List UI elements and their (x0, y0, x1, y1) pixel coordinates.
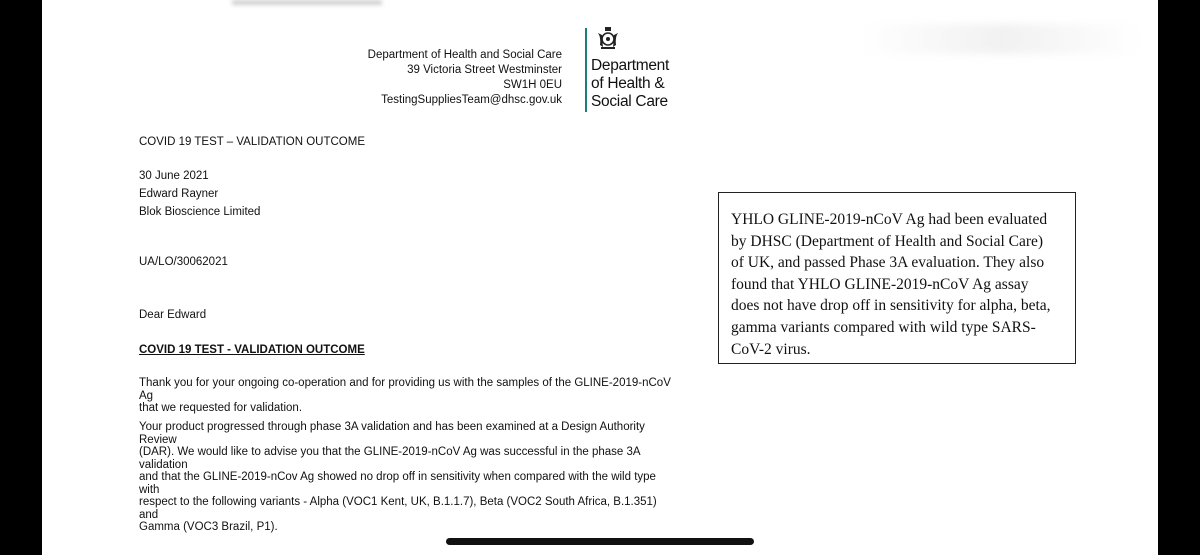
paragraph-line: Gamma (VOC3 Brazil, P1). (139, 521, 278, 533)
paragraph-line: Thank you for your ongoing co-operation and for providing us with the samples of the GLINE-2019-nCoV Ag (139, 377, 671, 402)
paragraph-line: respect to the following variants - Alpha (VOC1 Kent, UK, B.1.1.7), Beta (VOC2 South Africa, B.1.351) and (139, 496, 657, 521)
paragraph-1 (139, 377, 679, 415)
sender-line: SW1H 0EU (503, 79, 562, 91)
paragraph-2 (139, 421, 679, 534)
callout-line: found that YHLO GLINE-2019-nCoV Ag assay (731, 275, 1029, 293)
logo-line: of Health & (591, 75, 665, 92)
home-indicator[interactable] (446, 538, 754, 545)
recipient-name: Edward Rayner (139, 188, 219, 200)
callout-line: by DHSC (Department of Health and Social Care) (731, 232, 1044, 250)
subject-line: COVID 19 TEST - VALIDATION OUTCOME (139, 344, 365, 356)
blurred-area (862, 24, 1142, 54)
logo-accent-bar (585, 28, 587, 112)
paragraph-line: that we requested for validation. (139, 402, 303, 414)
callout-line: CoV-2 virus. (731, 340, 811, 358)
paragraph-line: and that the GLINE-2019-nCov Ag showed no drop off in sensitivity when compared with the wild type with (139, 471, 656, 496)
document-page (42, 0, 1158, 555)
letter-heading: COVID 19 TEST – VALIDATION OUTCOME (139, 136, 366, 148)
paragraph-line: (DAR). We would like to advise you that the GLINE-2019-nCoV Ag was successful in the phase 3A validation (139, 446, 640, 471)
callout-line: does not have drop off in sensitivity for alpha, beta, (731, 297, 1051, 315)
salutation: Dear Edward (139, 309, 207, 321)
department-logo-text (591, 57, 669, 111)
cropped-text-remnant (232, 0, 382, 5)
logo-line: Social Care (591, 93, 668, 110)
sender-line: Department of Health and Social Care (367, 49, 562, 61)
callout-line: of UK, and passed Phase 3A evaluation. They also (731, 254, 1045, 272)
callout-line: YHLO GLINE-2019-nCoV Ag had been evaluated (731, 211, 1048, 228)
recipient-company: Blok Bioscience Limited (139, 206, 261, 218)
reference-number: UA/LO/30062021 (139, 256, 228, 268)
sender-address (262, 48, 562, 108)
letter-date: 30 June 2021 (139, 170, 209, 182)
logo-line: Department (591, 57, 669, 74)
annotation-callout-box (718, 192, 1076, 364)
callout-line: gamma variants compared with wild type SARS- (731, 318, 1036, 336)
sender-line: TestingSuppliesTeam@dhsc.gov.uk (381, 94, 562, 106)
royal-coat-of-arms-icon (595, 25, 621, 51)
paragraph-line: Your product progressed through phase 3A validation and has been examined at a Design Authority Review (139, 421, 645, 446)
sender-line: 39 Victoria Street Westminster (407, 64, 562, 76)
